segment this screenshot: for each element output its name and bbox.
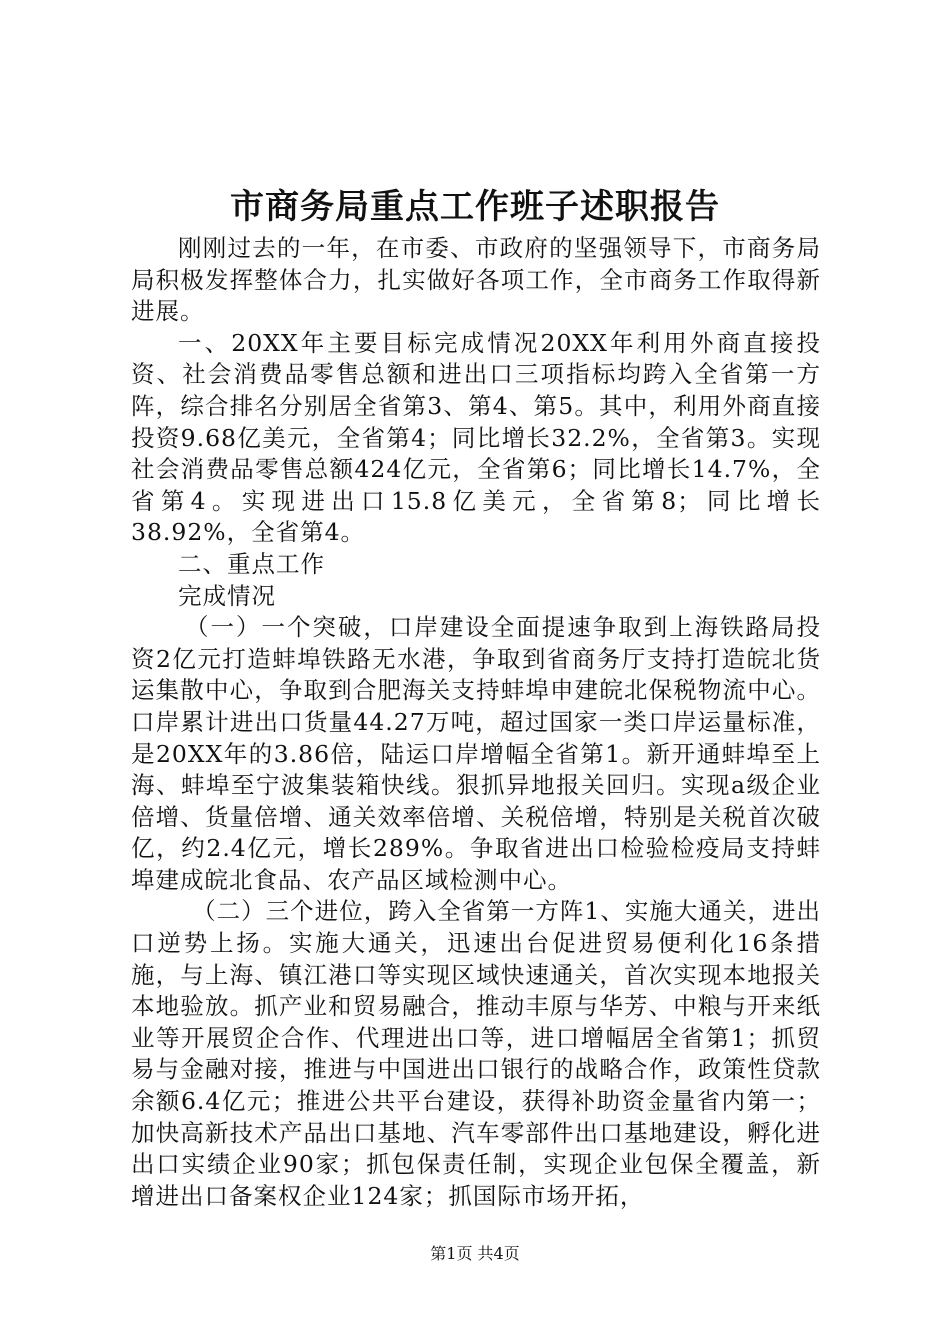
document-body (131, 233, 821, 1212)
paragraph-section-two-subheading: 完成情况 (178, 581, 276, 610)
paragraph-item-one: （一）一个突破，口岸建设全面提速争取到上海铁路局投资2亿元打造蚌埠铁路无水港，争取到省商务厅支持打造皖北货运集散中心，争取到合肥海关支持蚌埠申建皖北保税物流中心。口岸累计进出口货量44.27万吨，超过国家一类口岸运量标准，是20XX年的3.86倍，陆运口岸增幅全省第1。新开通蚌埠至上海、蚌埠至宁波集装箱快线。狠抓异地报关回归。实现a级企业倍增、货量倍增、通关效率倍增、关税倍增，特别是关税首次破亿，约2.4亿元，增长289%。争取省进出口检验检疫局支持蚌埠建成皖北食品、农产品区域检测中心。 (131, 613, 821, 894)
paragraph-section-two-heading: 二、重点工作 (178, 549, 325, 578)
paragraph-section-one: 一、20XX年主要目标完成情况20XX年利用外商直接投资、社会消费品零售总额和进出口三项指标均跨入全省第一方阵，综合排名分别居全省第3、第4、第5。其中，利用外商直接投资9.68亿美元，全省第4；同比增长32.2%，全省第3。实现社会消费品零售总额424亿元，全省第6；同比增长14.7%，全省第4。实现进出口15.8亿美元，全省第8；同比增长38.92%，全省第4。 (131, 328, 821, 547)
document-title: 市商务局重点工作班子述职报告 (230, 187, 720, 227)
page-footer: 第1页 共4页 (430, 1244, 520, 1263)
paragraph-item-two: （二）三个进位，跨入全省第一方阵1、实施大通关，进出口逆势上扬。实施大通关，迅速出台促进贸易便利化16条措施，与上海、镇江港口等实现区域快速通关，首次实现本地报关本地验放。抓产业和贸易融合，推动丰原与华芳、中粮与开来纸业等开展贸企合作、代理进出口等，进口增幅居全省第1；抓贸易与金融对接，推进与中国进出口银行的战略合作，政策性贷款余额6.4亿元；推进公共平台建设，获得补助资金量省内第一；加快高新技术产品出口基地、汽车零部件出口基地建设，孵化进出口实绩企业90家；抓包保责任制，实现企业包保全覆盖，新增进出口备案权企业124家；抓国际市场开拓， (131, 897, 821, 1210)
paragraph-intro: 刚刚过去的一年，在市委、市政府的坚强领导下，市商务局局积极发挥整体合力，扎实做好各项工作，全市商务工作取得新进展。 (131, 234, 821, 326)
